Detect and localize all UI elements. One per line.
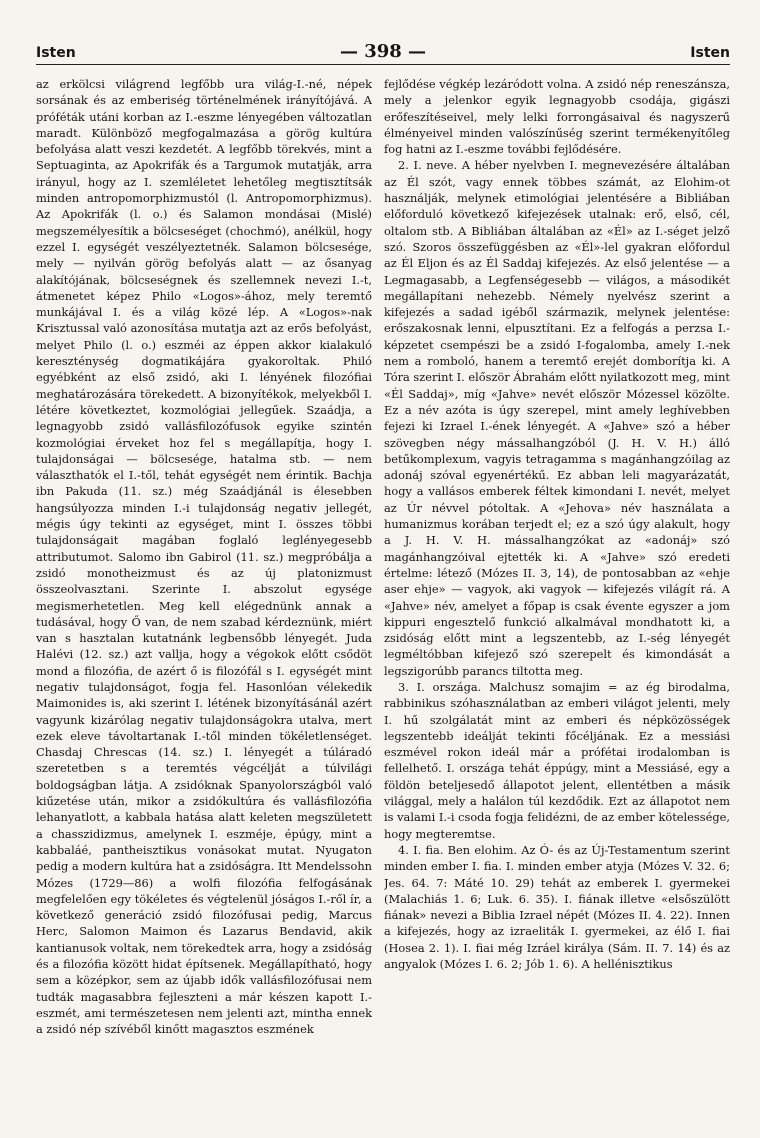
entry-section-kingdom: 3. I. országa. Malchusz somajim = az ég birodalma, rabbinikus szóhasználatban az emberi világot jelenti, mely I. hű szolgálatát mint az emberi és népközösségek legszentebb ideálját tekinti főcéljának. Ez a messiási eszmével rokon ideál már a prófétai irodalomban is fellelhető. I. országa tehát éppúgy, mint a Messiásé, egy a földön beteljesedő állapotot jelent, ellentétben a másik világgal, mely a halálon túl kezdődik. Ezt az állapotot nem is valami I.-i csoda fogja felidézni, de az ember kötelessége, hogy megteremtse. [384,679,730,841]
right-column [384,76,730,1126]
left-column [36,76,372,1126]
running-header [36,38,730,65]
entry-section-name: 2. I. neve. A héber nyelvben I. megnevezésére általában az Él szót, vagy ennek többes számát, az Elohim-ot használják, melynek etimológiai jelentésére a Bibliában előforduló következő kifejezések utalnak: erő, első, cél, oltalom stb. A Bibliában általában az «Él» az I.-séget jelző szó. Szoros összefüggésben az «Él»-lel gyakran előfordul az Él Eljon és az Él Saddaj kifejezés. Az első jelentése — a Legmagasabb, a Legfenségesebb — világos, a másodikét megállapítani nehezebb. Némely nyelvész szerint a kifejezés a sadad igéből származik, melynek jelentése: erőszakosnak lenni, elpusztítani. Ez a felfogás a perzsa I.-képzetet csempészi be a zsidó I-fogalomba, amely I.-nek nem a romboló, hanem a teremtő erejét domborítja ki. A Tóra szerint I. először Ábrahám előtt nyilatkozott meg, mint «Él Saddaj», míg «Jahve» nevét először Mózessel közölte. Ez a név azóta is úgy szerepel, mint amely leghívebben fejezi ki Izrael I.-ének lényegét. A «Jahve» szó a héber szövegben négy mássalhangzóból (J. H. V. H.) álló betűkomplexum, vagyis tetragamma s magánhangzóilag az adonáj szóval egyenértékű. Ez abban leli magyarázatát, hogy a vallásos emberek féltek kimondani I. nevét, melyet az Úr névvel pótoltak. A «Jehova» név használata a humanizmus korában terjedt el; ez a szó úgy alakult, hogy a J. H. V. H. mássalhangzókat az «adonáj» szó magánhangzóival ejtették ki. A «Jahve» szó eredeti értelme: létező (Mózes II. 3, 14), de pontosabban az «ehje aser ehje» — vagyok, aki vagyok — kifejezés világít rá. A «Jahve» név, amelyet a főpap is csak évente egyszer a jom kippuri engesztelő funkció alkalmával mondhatott ki, a zsidóság előtt mint a legszentebb, az I.-ség lényegét legméltóbban kifejező szó szerepelt és kimondását a legszigorúbb parancs tiltotta meg. [384,158,730,678]
page-number: — 398 — [339,41,427,62]
right-paragraph-1: fejlődése végkép lezáródott volna. A zsidó nép reneszánsza, mely a jelenkor egyik legnagyobb csodája, gigászi erőfeszítéseivel, mely lelki forrongásaival és nagyszerű élményeivel minden valószínűség szerint termékenyítőleg fog hatni az I.-eszme további fejlődésére. [384,77,730,157]
entry-section-son: 4. I. fia. Ben elohim. Az Ó- és az Új-Testamentum szerint minden ember I. fia. I. minden ember atyja (Mózes V. 32. 6; Jes. 64. 7: Máté 10. 29) tehát az emberek I. gyermekei (Malachiás 1. 6; Luk. 6. 35). I. fiának illetve «elsőszülött fiának» nevezi a Biblia Izrael népét (Mózes II. 4. 22). Innen a kifejezés, hogy az izraeliták I. gyermekei, az élő I. fiai (Hosea 2. 1). I. fiai még Izráel királya (Sám. II. 7. 14) és az angyalok (Mózes I. 6. 2; Jób 1. 6). A hellénisztikus [384,842,730,972]
header-right-word: Isten [690,45,730,61]
left-paragraph-1: az erkölcsi világrend legfőbb ura világ-I.-né, népek sorsának és az emberiség történelmének irányítójává. A próféták utáni korban az I.-eszme lényegében változatlan maradt. Különböző megfogalmazása a görög kultúra befolyása alatt veszi kezdetét. A legfőbb törekvés, mint a Septuaginta, az Apokrifák és a Targumok mutatják, arra irányul, hogy az I. szemléletet lehetőleg megtisztítsák minden antropomorphizmustól (l. Antropomorphizmus). Az Apokrifák (l. o.) és Salamon mondásai (Mislé) megszemélyesítik a bölcseséget (chochmó), anélkül, hogy ezzel I. egységét veszélyeztetnék. Salamon bölcsesége, mely — nyilván görög befolyás alatt — az ősanyag alakítójának, bölcseségnek és szellemnek nevezi I.-t, átmenetet képez Philo «Logos»-ához, mely teremtő munkájával I. és a világ közé lép. A «Logos»-nak Krisztussal való azonosítása mutatja azt az erős befolyást, melyet Philo (l. o.) eszméi az éppen akkor kialakuló kereszténység dogmatikájára gyakoroltak. Philó egyébként az első zsidó, aki I. lényének filozófiai meghatározására törekedett. A bizonyítékok, melyekből I. létére következtet, kozmológiai jellegűek. Szaádja, a legnagyobb zsidó vallásfilozófusok egyike szintén kozmológiai érveket hoz fel s megállapítja, hogy I. tulajdonságai — bölcsesége, hatalma stb. — nem választhatók el I.-től, tehát egységét nem érintik. Bachja ibn Pakuda (11. sz.) még Szaádjánál is élesebben hangsúlyozza minden I.-i tulajdonság negativ jellegét, mégis úgy tekinti az egységet, mint I. összes többi tulajdonságait magában foglaló leglényegesebb attributumot. Salomo ibn Gabirol (11. sz.) megpróbálja a zsidó monotheizmust és az új platonizmust összeolvasztani. Szerinte I. abszolut egysége megismerhetetlen. Meg kell elégednünk annak a tudásával, hogy Ő van, de nem szabad kérdeznünk, miért van s hasztalan kutatnánk legbensőbb lényegét. Juda Halévi (12. sz.) azt vallja, hogy a végokok előtt csődöt mond a filozófia, de azért ő is filozófál s I. egységét mint negativ tulajdonságot, fogja fel. Hasonlóan vélekedik Maimonides is, aki szerint I. létének bizonyításánál azért vagyunk kizárólag negativ tulajdonságokra utalva, mert ezek eleve távoltartanak I.-től minden tökéletlenséget. Chasdaj Chrescas (14. sz.) I. lényegét a túláradó szeretetben s a teremtés végcélját a túlvilági boldogságban látja. A zsidóknak Spanyolországból való kiűzetése után, mikor a zsidókultúra és vallásfilozófia lehanyatlott, a kabbala hatása alatt keleten megszületett a chasszidizmus, amelynek I. eszméje, épúgy, mint a kabbaláé, pantheisztikus vonásokat mutat. Nyugaton pedig a modern kultúra hat a zsidóságra. Itt Mendelssohn Mózes (1729—86) a wolfi filozófia felfogásának megfelelően egy tökéletes és végtelenül jóságos I.-ről ír, a következő generáció zsidó filozófusai pedig, Marcus Herc, Salomon Maimon és Lazarus Bendavid, akik kantianusok voltak, nem törekedtek arra, hogy a zsidóság és a filozófia között hidat építsenek. Megállapítható, hogy sem a középkor, sem az újabb idők vallásfilozófusai nem tudták magasabbra fejleszteni a már készen kapott I.-eszmét, ami természetesen nem jelenti azt, mintha ennek a zsidó nép szívéből kinőtt magasztos eszmének [36,77,372,1037]
header-left-word: Isten [36,45,76,61]
